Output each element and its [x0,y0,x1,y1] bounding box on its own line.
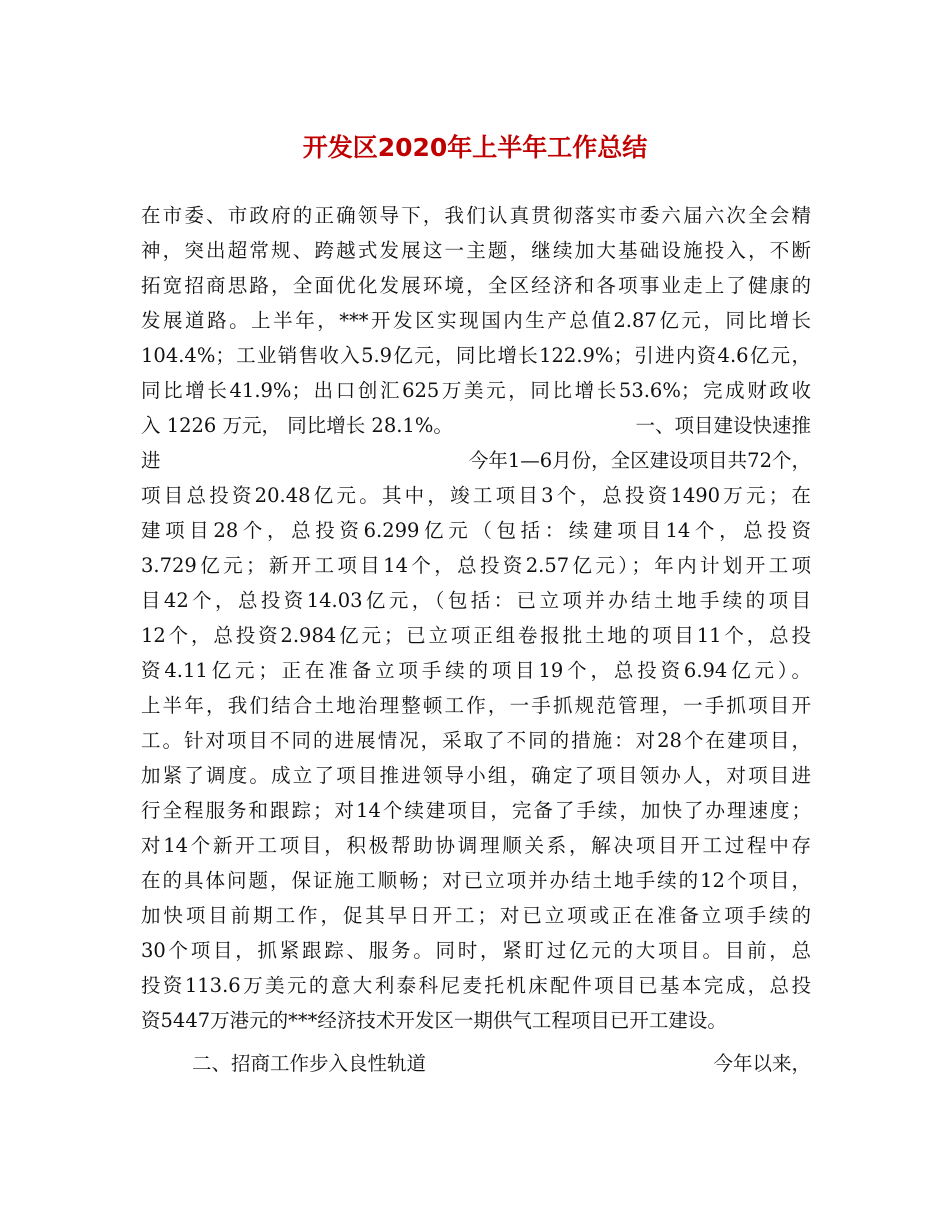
body-line: 资5447万港元的***经济技术开发区一期供气工程项目已开工建设。 [141,1009,727,1032]
body-line-segment: 今年以来， [713,1052,811,1075]
body-line: 3.729亿元；新开工项目14个，总投资2.57亿元）；年内计划开工项 [141,554,811,577]
body-line: 发展道路。上半年，***开发区实现国内生产总值2.87亿元，同比增长 [141,309,811,332]
body-line: 加紧了调度。成立了项目推进领导小组，确定了项目领办人，对项目进 [141,764,811,787]
body-line: 投资113.6万美元的意大利泰科尼麦托机床配件项目已基本完成，总投 [141,974,811,997]
body-line-segment: 入 1226 万元， 同比增长 28.1%。 [141,414,453,437]
body-line: 加快项目前期工作，促其早日开工；对已立项或正在准备立项手续的 [141,904,811,927]
body-line: 项目总投资20.48亿元。其中，竣工项目3个，总投资1490万元；在 [141,484,811,507]
body-line: 在的具体问题，保证施工顺畅；对已立项并办结土地手续的12个项目， [141,869,811,892]
body-line-with-heading [141,411,811,441]
body-line: 工。针对项目不同的进展情况，采取了不同的措施：对28个在建项目， [141,729,811,752]
body-line: 同比增长41.9%；出口创汇625万美元，同比增长53.6%；完成财政收 [141,379,811,402]
body-line: 目42个，总投资14.03亿元，（包括：已立项并办结土地手续的项目 [141,589,811,612]
body-line: 在市委、市政府的正确领导下，我们认真贯彻落实市委六届六次全会精 [141,204,811,227]
body-line-with-heading [192,1049,811,1079]
section-heading-1-end: 进 [141,449,161,472]
body-line: 对14个新开工项目，积极帮助协调理顺关系，解决项目开工过程中存 [141,834,811,857]
body-line: 行全程服务和跟踪；对14个续建项目，完备了手续，加快了办理速度； [141,799,811,822]
body-line: 建项目28个，总投资6.299亿元（包括：续建项目14个，总投资 [141,519,811,542]
section-heading-2: 二、招商工作步入良性轨道 [192,1052,427,1075]
body-line: 资4.11亿元；正在准备立项手续的项目19个，总投资6.94亿元）。 [141,659,811,682]
document-title: 开发区2020年上半年工作总结 [302,133,648,162]
body-line: 上半年，我们结合土地治理整顿工作，一手抓规范管理，一手抓项目开 [141,694,811,717]
body-line: 12个，总投资2.984亿元；已立项正组卷报批土地的项目11个，总投 [141,624,811,647]
section-heading-1: 一、项目建设快速推 [635,414,811,437]
body-line: 30个项目，抓紧跟踪、服务。同时，紧盯过亿元的大项目。目前，总 [141,939,811,962]
body-line-segment: 今年1—6月份，全区建设项目共72个， [468,449,811,472]
body-line: 拓宽招商思路，全面优化发展环境，全区经济和各项事业走上了健康的 [141,274,811,297]
body-line-with-heading [141,446,811,476]
body-line: 104.4%；工业销售收入5.9亿元，同比增长122.9%；引进内资4.6亿元， [141,344,811,367]
body-line: 神，突出超常规、跨越式发展这一主题，继续加大基础设施投入，不断 [141,239,811,262]
